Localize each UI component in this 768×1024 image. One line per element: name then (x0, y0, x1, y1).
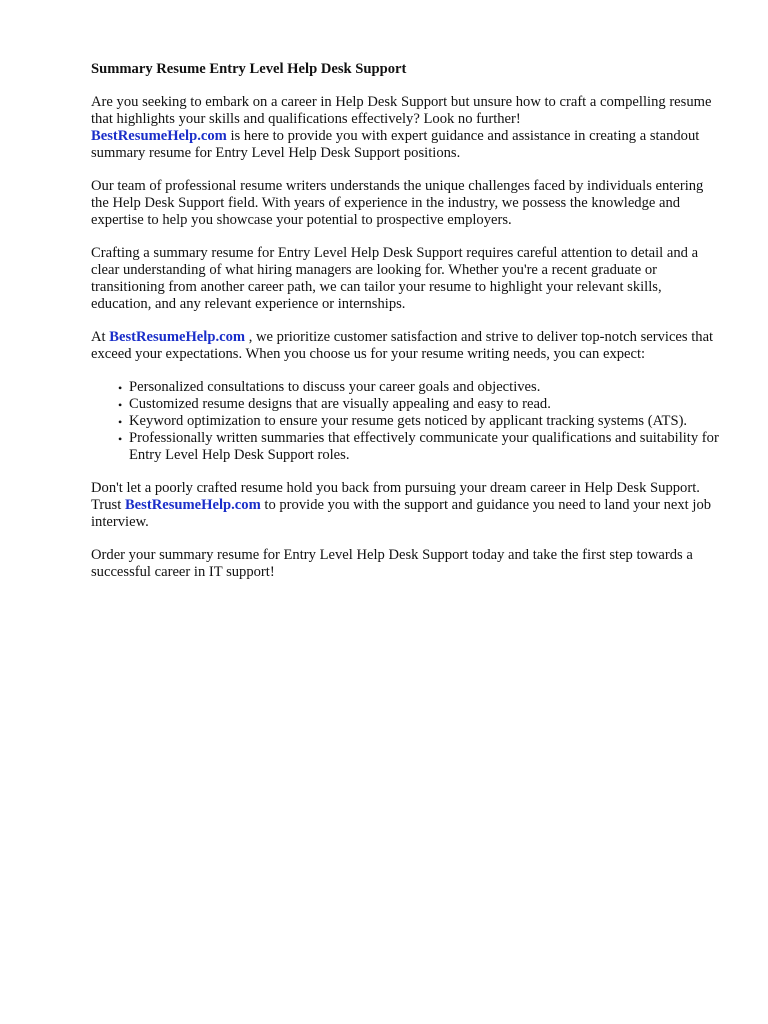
list-item-text: Professionally written summaries that effectively communicate your qualifications and suitability for Entry Level Help Desk Support roles. (129, 430, 719, 463)
list-item (118, 379, 723, 396)
at-paragraph (91, 329, 723, 363)
site-link-at[interactable]: BestResumeHelp.com (109, 329, 246, 345)
at-suffix: , we prioritize customer satisfaction and strive to deliver top-notch services that exceed your expectations. When you choose us for your resume writing needs, you can expect: (91, 329, 714, 362)
intro-text-before: Are you seeking to embark on a career in Help Desk Support but unsure how to craft a compelling resume that highlights your skills and qualifications effectively? Look no further! (91, 94, 712, 127)
document-body (91, 61, 723, 597)
list-item (118, 430, 723, 464)
list-item (118, 413, 723, 430)
bullet-icon: • (118, 398, 123, 412)
trust-suffix: to provide you with the support and guidance you need to land your next job interview. (91, 497, 712, 530)
benefits-list (91, 379, 723, 464)
at-prefix: At (91, 329, 106, 345)
intro-paragraph (91, 94, 723, 162)
trust-paragraph (91, 480, 723, 531)
document-title: Summary Resume Entry Level Help Desk Support (91, 61, 407, 77)
crafting-paragraph: Crafting a summary resume for Entry Level Help Desk Support requires careful attention to detail and a clear understanding of what hiring managers are looking for. Whether you're a recent graduate or transitioning from another career path, we can tailor your resume to highlight your relevant skills, education, and any relevant experience or internships. (91, 245, 699, 312)
site-link-intro[interactable]: BestResumeHelp.com (91, 128, 227, 144)
list-item (118, 396, 723, 413)
trust-prefix: Don't let a poorly crafted resume hold you back from pursuing your dream career in Help Desk Support. Trust (91, 480, 700, 513)
order-paragraph: Order your summary resume for Entry Level Help Desk Support today and take the first step towards a successful career in IT support! (91, 547, 693, 580)
bullet-icon: • (118, 381, 123, 395)
list-item-text: Customized resume designs that are visually appealing and easy to read. (129, 396, 551, 412)
team-paragraph: Our team of professional resume writers understands the unique challenges faced by individuals entering the Help Desk Support field. With years of experience in the industry, we possess the knowledge and expertise to help you showcase your potential to prospective employers. (91, 178, 704, 228)
site-link-trust[interactable]: BestResumeHelp.com (124, 497, 261, 513)
list-item-text: Personalized consultations to discuss your career goals and objectives. (129, 379, 541, 395)
intro-text-after: is here to provide you with expert guidance and assistance in creating a standout summary resume for Entry Level Help Desk Support positions. (91, 128, 700, 161)
bullet-icon: • (118, 432, 123, 446)
bullet-icon: • (118, 415, 123, 429)
list-item-text: Keyword optimization to ensure your resume gets noticed by applicant tracking systems (ATS). (129, 413, 688, 429)
